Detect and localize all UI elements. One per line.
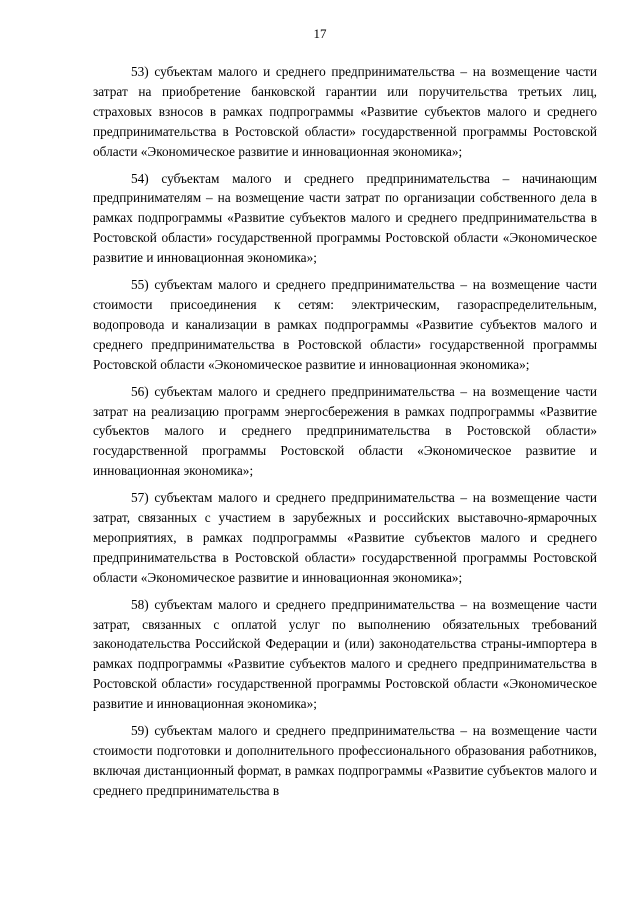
document-body — [93, 62, 597, 808]
clause-57: 57) субъектам малого и среднего предпринимательства – на возмещение части затрат, связанных с участием в зарубежных и российских выставочно-ярмарочных мероприятиях, в рамках подпрограммы «Развитие субъектов малого и среднего предпринимательства в Ростовской области» государственной программы Ростовской области «Экономическое развитие и инновационная экономика»; — [93, 490, 597, 585]
clause-56: 56) субъектам малого и среднего предпринимательства – на возмещение части затрат на реализацию программ энергосбережения в рамках подпрограммы «Развитие субъектов малого и среднего предпринимательства в Ростовской области» государственной программы Ростовской области «Экономическое развитие и инновационная экономика»; — [93, 383, 597, 479]
clause-59: 59) субъектам малого и среднего предпринимательства – на возмещение части стоимости подготовки и дополнительного профессионального образования работников, включая дистанционный формат, в рамках подпрограммы «Развитие субъектов малого и среднего предпринимательства в — [93, 723, 597, 798]
clause-54: 54) субъектам малого и среднего предпринимательства – начинающим предпринимателям – на возмещение части затрат по организации собственного дела в рамках подпрограммы «Развитие субъектов малого и среднего предпринимательства в Ростовской области» государственной программы Ростовской области «Экономическое развитие и инновационная экономика»; — [93, 170, 597, 266]
clause-58: 58) субъектам малого и среднего предпринимательства – на возмещение части затрат, связанных с оплатой услуг по выполнению обязательных требований законодательства Российской Федерации и (или) законодательства страны-импортера в рамках подпрограммы «Развитие субъектов малого и среднего предпринимательства в Ростовской области» государственной программы Ростовской области «Экономическое развитие и инновационная экономика»; — [93, 596, 597, 712]
clause-53: 53) субъектам малого и среднего предпринимательства – на возмещение части затрат на приобретение банковской гарантии или поручительства третьих лиц, страховых взносов в рамках подпрограммы «Развитие субъектов малого и среднего предпринимательства в Ростовской области» государственной программы Ростовской области «Экономическое развитие и инновационная экономика»; — [93, 64, 597, 159]
page-number: 17 — [313, 26, 327, 41]
clause-55: 55) субъектам малого и среднего предпринимательства – на возмещение части стоимости присоединения к сетям: электрическим, газораспределительным, водопровода и канализации в рамках подпрограммы «Развитие субъектов малого и среднего предпринимательства в Ростовской области» государственной программы Ростовской области «Экономическое развитие и инновационная экономика»; — [93, 277, 597, 372]
